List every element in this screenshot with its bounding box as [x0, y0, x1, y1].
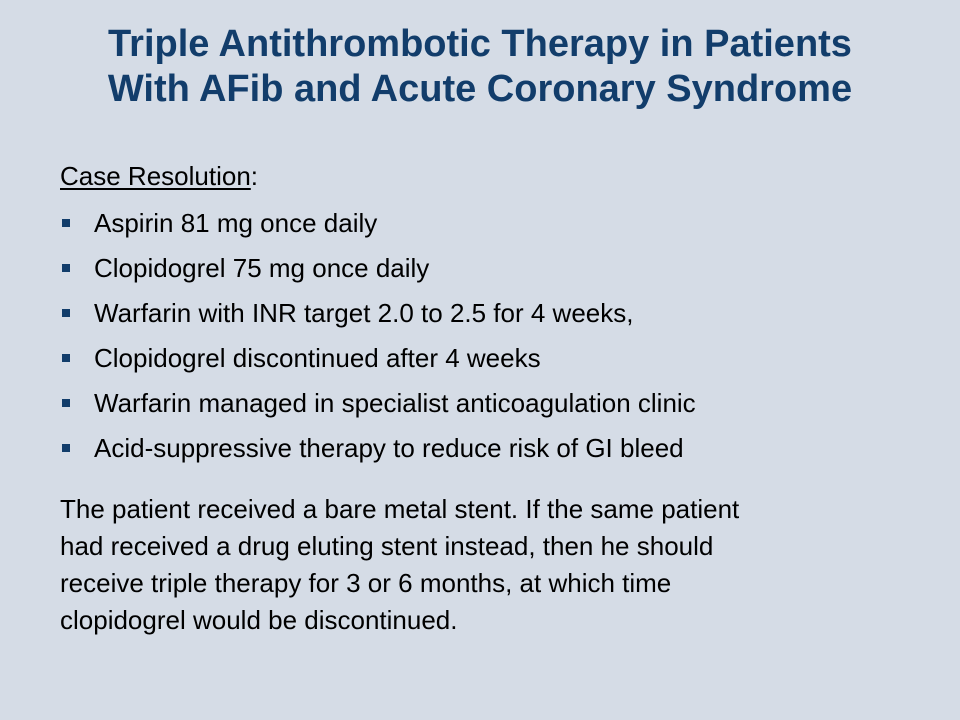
- bullet-item: [60, 201, 920, 246]
- stent-explanation-paragraph: [60, 491, 920, 639]
- slide-body: [60, 157, 920, 639]
- paragraph-line: receive triple therapy for 3 or 6 months, at which time: [60, 568, 672, 598]
- square-bullet-icon: [62, 264, 70, 272]
- bullet-text: Warfarin managed in specialist anticoagulation clinic: [94, 388, 696, 418]
- slide-title: [20, 22, 940, 112]
- slide-title-line: With AFib and Acute Coronary Syndrome: [107, 68, 853, 110]
- square-bullet-icon: [62, 399, 70, 407]
- paragraph-line: The patient received a bare metal stent. If the same patient: [60, 494, 740, 524]
- bullet-item: [60, 426, 920, 471]
- case-resolution-heading-text: Case Resolution: [60, 161, 251, 191]
- bullet-text: Clopidogrel discontinued after 4 weeks: [94, 343, 541, 373]
- bullet-text: Aspirin 81 mg once daily: [94, 208, 378, 238]
- bullet-item: [60, 336, 920, 381]
- square-bullet-icon: [62, 309, 70, 317]
- square-bullet-icon: [62, 219, 70, 227]
- bullet-text: Acid-suppressive therapy to reduce risk of GI bleed: [94, 433, 684, 463]
- bullet-item: [60, 291, 920, 336]
- bullet-item: [60, 246, 920, 291]
- paragraph-line: had received a drug eluting stent instead, then he should: [60, 531, 714, 561]
- paragraph-line: clopidogrel would be discontinued.: [60, 605, 458, 635]
- case-resolution-heading: [60, 157, 920, 195]
- case-resolution-heading-colon: :: [250, 161, 259, 191]
- bullet-text: Warfarin with INR target 2.0 to 2.5 for 4 weeks,: [94, 298, 634, 328]
- bullet-text: Clopidogrel 75 mg once daily: [94, 253, 430, 283]
- square-bullet-icon: [62, 354, 70, 362]
- treatment-bullet-list: [60, 201, 920, 471]
- square-bullet-icon: [62, 444, 70, 452]
- bullet-item: [60, 381, 920, 426]
- slide-title-line: Triple Antithrombotic Therapy in Patients: [108, 23, 852, 65]
